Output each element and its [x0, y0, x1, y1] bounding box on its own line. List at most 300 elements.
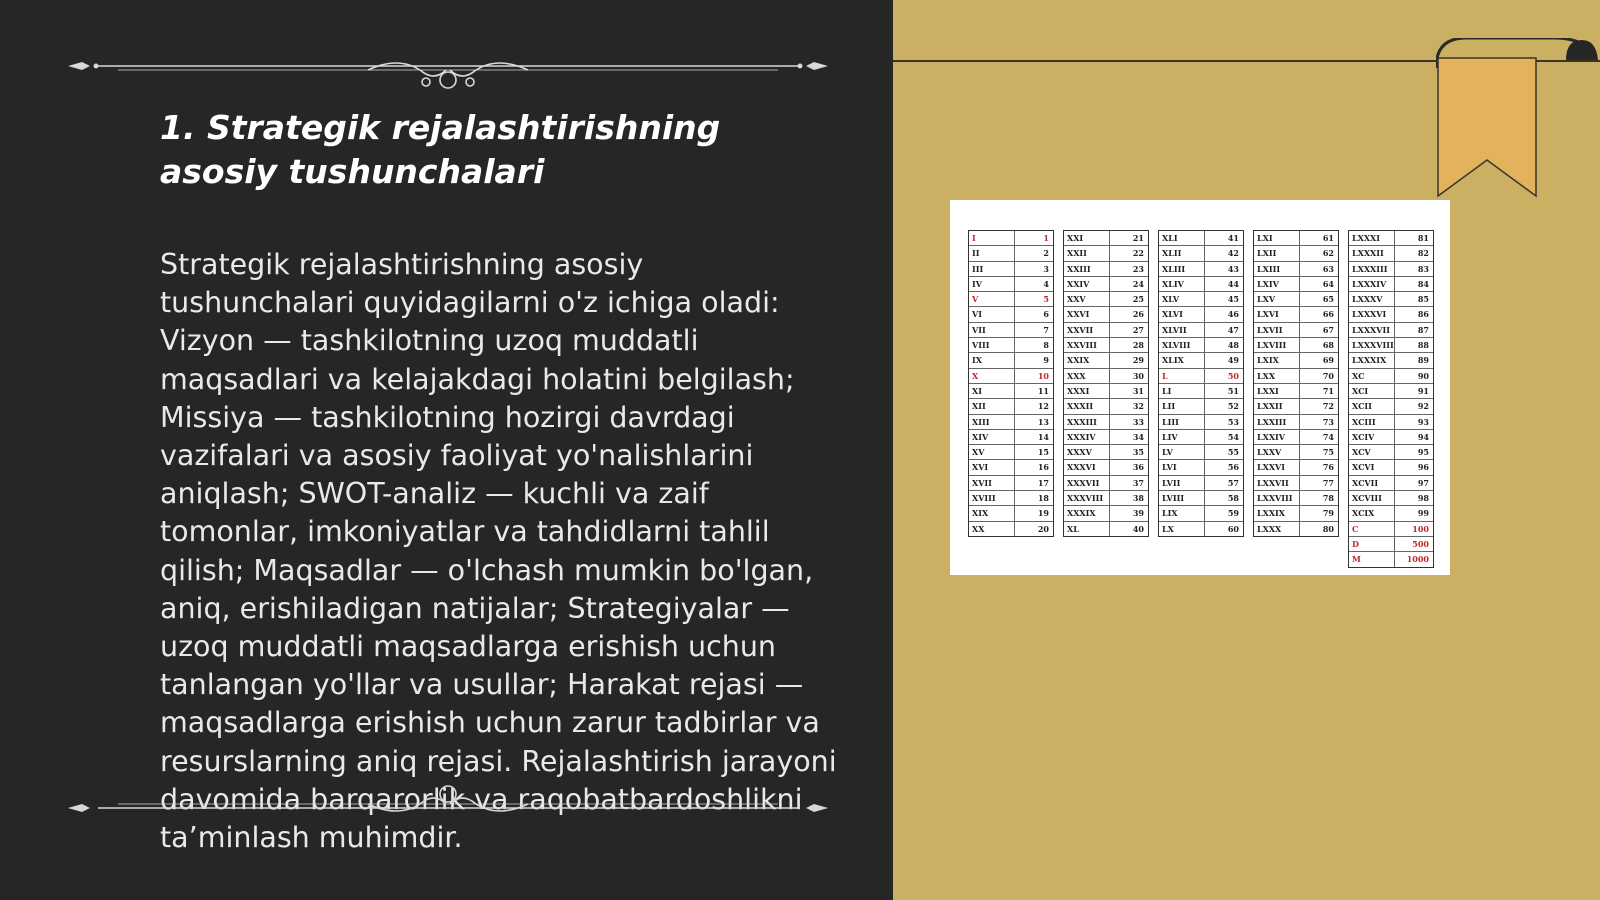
roman-table-row — [1064, 476, 1148, 491]
roman-table-row — [1349, 491, 1433, 506]
roman-numeral: XCVII — [1349, 476, 1395, 490]
roman-numeral: XXXIV — [1064, 430, 1110, 444]
roman-table-row — [1349, 537, 1433, 552]
arabic-number: 37 — [1132, 477, 1144, 488]
arabic-number: 46 — [1227, 309, 1239, 320]
roman-table-row — [1254, 384, 1338, 399]
roman-table-row — [969, 246, 1053, 261]
roman-table-row — [1349, 522, 1433, 537]
roman-numeral: XXXI — [1064, 384, 1110, 398]
roman-table-column — [968, 230, 1054, 537]
roman-numeral: XX — [969, 522, 1015, 536]
arabic-number: 92 — [1417, 401, 1429, 412]
roman-numeral: XCII — [1349, 399, 1395, 413]
roman-table-row — [1064, 262, 1148, 277]
roman-numeral: XXXIII — [1064, 415, 1110, 429]
roman-numeral: LVIII — [1159, 491, 1205, 505]
arabic-number: 44 — [1227, 278, 1239, 289]
roman-table-row — [1159, 353, 1243, 368]
roman-table-row — [969, 522, 1053, 536]
roman-numeral: LXXII — [1254, 399, 1300, 413]
roman-numeral: XLVI — [1159, 307, 1205, 321]
roman-numeral: XXII — [1064, 246, 1110, 260]
roman-numeral: IV — [969, 277, 1015, 291]
arabic-number: 100 — [1412, 523, 1429, 534]
roman-numeral: XLIII — [1159, 262, 1205, 276]
roman-table-row — [1349, 430, 1433, 445]
arabic-number: 42 — [1227, 248, 1239, 259]
roman-numeral: XXXIX — [1064, 506, 1110, 520]
arabic-number: 16 — [1037, 462, 1049, 473]
arabic-number: 12 — [1037, 401, 1049, 412]
roman-numeral: LXXIX — [1254, 506, 1300, 520]
arabic-number: 93 — [1417, 416, 1429, 427]
roman-numeral: XLIX — [1159, 353, 1205, 367]
arabic-number: 82 — [1417, 248, 1429, 259]
roman-numeral: XXVIII — [1064, 338, 1110, 352]
roman-numeral: LXIX — [1254, 353, 1300, 367]
arabic-number: 72 — [1322, 401, 1334, 412]
roman-numeral: XIX — [969, 506, 1015, 520]
roman-table-row — [1064, 307, 1148, 322]
arabic-number: 17 — [1037, 477, 1049, 488]
roman-numeral: LXXXIII — [1349, 262, 1395, 276]
roman-numeral: LXXVIII — [1254, 491, 1300, 505]
roman-table-row — [1064, 277, 1148, 292]
arabic-number: 74 — [1322, 431, 1334, 442]
roman-table-row — [969, 231, 1053, 246]
roman-table-row — [1349, 445, 1433, 460]
roman-numeral: XXXVI — [1064, 460, 1110, 474]
roman-numeral: LXXIV — [1254, 430, 1300, 444]
arabic-number: 26 — [1132, 309, 1144, 320]
roman-table-row — [969, 430, 1053, 445]
roman-table-row — [1064, 399, 1148, 414]
arabic-number: 10 — [1037, 370, 1049, 381]
roman-table-row — [1064, 460, 1148, 475]
roman-table-row — [1064, 384, 1148, 399]
roman-table-row — [1349, 415, 1433, 430]
roman-table-row — [969, 460, 1053, 475]
roman-numeral: LXVI — [1254, 307, 1300, 321]
arabic-number: 3 — [1043, 263, 1049, 274]
arabic-number: 90 — [1417, 370, 1429, 381]
bookmark-ribbon-icon — [1436, 38, 1600, 198]
arabic-number: 7 — [1043, 324, 1049, 335]
top-ornament-divider — [68, 42, 828, 92]
roman-numeral: XIII — [969, 415, 1015, 429]
roman-table-row — [1254, 415, 1338, 430]
roman-numeral: I — [969, 231, 1015, 245]
roman-table-row — [1159, 338, 1243, 353]
arabic-number: 41 — [1227, 233, 1239, 243]
roman-table-row — [1159, 292, 1243, 307]
arabic-number: 24 — [1132, 278, 1144, 289]
roman-numeral: XXIX — [1064, 353, 1110, 367]
arabic-number: 54 — [1227, 431, 1239, 442]
roman-table-row — [969, 262, 1053, 277]
roman-table-row — [1064, 415, 1148, 430]
arabic-number: 94 — [1417, 431, 1429, 442]
roman-table-row — [1064, 430, 1148, 445]
arabic-number: 51 — [1227, 385, 1239, 396]
roman-numeral: XCV — [1349, 445, 1395, 459]
arabic-number: 89 — [1417, 355, 1429, 366]
roman-table-column — [1348, 230, 1434, 568]
roman-table-row — [1254, 369, 1338, 384]
roman-numeral: LXXXV — [1349, 292, 1395, 306]
arabic-number: 27 — [1132, 324, 1144, 335]
roman-table-row — [1349, 323, 1433, 338]
roman-table-column — [1253, 230, 1339, 537]
roman-numeral: XL — [1064, 522, 1110, 536]
roman-table-row — [1349, 292, 1433, 307]
arabic-number: 53 — [1227, 416, 1239, 427]
roman-table-row — [1159, 430, 1243, 445]
roman-table-row — [1349, 307, 1433, 322]
roman-numeral: XC — [1349, 369, 1395, 383]
roman-table-row — [1064, 353, 1148, 368]
roman-table-row — [1349, 338, 1433, 353]
arabic-number: 58 — [1227, 493, 1239, 504]
roman-table-row — [1254, 506, 1338, 521]
arabic-number: 55 — [1227, 447, 1239, 458]
roman-numeral: XLIV — [1159, 277, 1205, 291]
arabic-number: 28 — [1132, 340, 1144, 351]
roman-table-row — [1349, 399, 1433, 414]
arabic-number: 79 — [1322, 508, 1334, 519]
arabic-number: 30 — [1132, 370, 1144, 381]
arabic-number: 76 — [1322, 462, 1334, 473]
roman-table-row — [969, 369, 1053, 384]
roman-numeral: XXVII — [1064, 323, 1110, 337]
roman-numeral: LXV — [1254, 292, 1300, 306]
arabic-number: 95 — [1417, 447, 1429, 458]
roman-table-row — [1159, 231, 1243, 246]
roman-numeral: LXIV — [1254, 277, 1300, 291]
roman-numeral: LXXVII — [1254, 476, 1300, 490]
roman-table-row — [1159, 369, 1243, 384]
roman-numeral: IX — [969, 353, 1015, 367]
arabic-number: 4 — [1043, 278, 1049, 289]
roman-table-row — [1159, 323, 1243, 338]
arabic-number: 5 — [1043, 294, 1049, 305]
roman-numeral: LXXXIX — [1349, 353, 1395, 367]
roman-table-row — [969, 353, 1053, 368]
slide-body-text: Strategik rejalashtirishning asosiy tushunchalari quyidagilarni o'z ichiga oladi: Vizyon — tashkilotning uzoq muddatli maqsadlari va kelajakdagi holatini belgilash; Missiya — tashkilotning hozirgi davrdagi vazifalari va asosiy faoliyat yo'nalishlarini aniqlash; SWOT-analiz — kuchli va zaif tomonlar, imkoniyatlar va tahdidlarni tahlil qilish; Maqsadlar — o'lchash mumkin bo'lgan, aniq, erishiladigan natijalar; Strategiyalar — uzoq muddatli maqsadlarga erishish uchun tanlangan yo'llar va usullar; Harakat rejasi — maqsadlarga erishish uchun zarur tadbirlar va resurslarning aniq rejasi. Rejalashtirish jarayoni davomida barqarorlik va raqobatbardoshlikni ta’minlash muhimdir. — [160, 248, 837, 855]
arabic-number: 75 — [1322, 447, 1334, 458]
arabic-number: 56 — [1227, 462, 1239, 473]
roman-numeral: XCIV — [1349, 430, 1395, 444]
roman-table-row — [1349, 506, 1433, 521]
arabic-number: 97 — [1417, 477, 1429, 488]
arabic-number: 64 — [1322, 278, 1334, 289]
roman-table-row — [1064, 338, 1148, 353]
roman-numeral: C — [1349, 522, 1395, 536]
arabic-number: 49 — [1227, 355, 1239, 366]
roman-numeral: LXX — [1254, 369, 1300, 383]
arabic-number: 40 — [1132, 523, 1144, 534]
roman-table-row — [969, 476, 1053, 491]
roman-numeral: LXVII — [1254, 323, 1300, 337]
arabic-number: 99 — [1417, 508, 1429, 519]
roman-table-row — [1349, 231, 1433, 246]
roman-table-row — [1159, 460, 1243, 475]
arabic-number: 61 — [1322, 233, 1334, 243]
arabic-number: 19 — [1037, 508, 1049, 519]
arabic-number: 29 — [1132, 355, 1144, 366]
roman-numeral: XCIII — [1349, 415, 1395, 429]
arabic-number: 52 — [1227, 401, 1239, 412]
arabic-number: 69 — [1322, 355, 1334, 366]
roman-table-row — [1159, 399, 1243, 414]
roman-numeral: XI — [969, 384, 1015, 398]
arabic-number: 32 — [1132, 401, 1144, 412]
arabic-number: 13 — [1037, 416, 1049, 427]
arabic-number: 34 — [1132, 431, 1144, 442]
roman-numeral: LXII — [1254, 246, 1300, 260]
arabic-number: 57 — [1227, 477, 1239, 488]
arabic-number: 6 — [1043, 309, 1049, 320]
roman-numeral: XLV — [1159, 292, 1205, 306]
roman-table-row — [1254, 307, 1338, 322]
roman-numeral: XXXVIII — [1064, 491, 1110, 505]
roman-table-row — [1064, 445, 1148, 460]
arabic-number: 67 — [1322, 324, 1334, 335]
roman-table-row — [1254, 476, 1338, 491]
roman-numeral: XLVII — [1159, 323, 1205, 337]
roman-table-row — [1159, 445, 1243, 460]
slide-title: 1. Strategik rejalashtirishning asosiy tushunchalari — [160, 108, 721, 191]
roman-numeral: XXXII — [1064, 399, 1110, 413]
roman-table-row — [1159, 384, 1243, 399]
arabic-number: 8 — [1043, 340, 1049, 351]
roman-table-row — [1349, 262, 1433, 277]
roman-numeral: LXXI — [1254, 384, 1300, 398]
arabic-number: 22 — [1132, 248, 1144, 259]
roman-numeral: XV — [969, 445, 1015, 459]
arabic-number: 48 — [1227, 340, 1239, 351]
roman-numeral: X — [969, 369, 1015, 383]
roman-table-row — [1159, 246, 1243, 261]
roman-table-row — [1064, 246, 1148, 261]
arabic-number: 31 — [1132, 385, 1144, 396]
arabic-number: 83 — [1417, 263, 1429, 274]
roman-numeral: VI — [969, 307, 1015, 321]
roman-numeral: LXXXVIII — [1349, 338, 1395, 352]
arabic-number: 88 — [1417, 340, 1429, 351]
roman-table-row — [1254, 338, 1338, 353]
roman-table-row — [1159, 262, 1243, 277]
roman-numeral: LXXX — [1254, 522, 1300, 536]
arabic-number: 70 — [1322, 370, 1334, 381]
roman-numeral: V — [969, 292, 1015, 306]
roman-numeral: XXVI — [1064, 307, 1110, 321]
roman-table-row — [969, 307, 1053, 322]
roman-table-row — [1254, 323, 1338, 338]
roman-numeral: XCVI — [1349, 460, 1395, 474]
arabic-number: 9 — [1043, 355, 1049, 366]
arabic-number: 65 — [1322, 294, 1334, 305]
roman-numeral: LVII — [1159, 476, 1205, 490]
arabic-number: 1000 — [1406, 554, 1429, 565]
roman-numeral: LXXV — [1254, 445, 1300, 459]
roman-table-row — [1159, 307, 1243, 322]
roman-table-row — [969, 491, 1053, 506]
roman-numeral: LXXXI — [1349, 231, 1395, 245]
roman-numeral: XVI — [969, 460, 1015, 474]
arabic-number: 20 — [1037, 523, 1049, 534]
roman-numeral: LII — [1159, 399, 1205, 413]
bottom-ornament-divider — [68, 782, 828, 832]
arabic-number: 23 — [1132, 263, 1144, 274]
roman-table-row — [969, 384, 1053, 399]
arabic-number: 80 — [1322, 523, 1334, 534]
roman-table-row — [1349, 460, 1433, 475]
roman-table-row — [1254, 460, 1338, 475]
roman-numeral: VIII — [969, 338, 1015, 352]
roman-numeral: LXXXIV — [1349, 277, 1395, 291]
arabic-number: 73 — [1322, 416, 1334, 427]
roman-table-row — [969, 445, 1053, 460]
arabic-number: 21 — [1132, 233, 1144, 243]
arabic-number: 39 — [1132, 508, 1144, 519]
roman-numeral: III — [969, 262, 1015, 276]
arabic-number: 62 — [1322, 248, 1334, 259]
arabic-number: 77 — [1322, 477, 1334, 488]
roman-numeral: XCI — [1349, 384, 1395, 398]
arabic-number: 84 — [1417, 278, 1429, 289]
roman-numeral: II — [969, 246, 1015, 260]
arabic-number: 18 — [1037, 493, 1049, 504]
arabic-number: 63 — [1322, 263, 1334, 274]
arabic-number: 36 — [1132, 462, 1144, 473]
roman-table-row — [1064, 231, 1148, 246]
roman-table-row — [1349, 384, 1433, 399]
roman-table-row — [1349, 552, 1433, 566]
arabic-number: 87 — [1417, 324, 1429, 335]
roman-table-row — [1159, 506, 1243, 521]
roman-table-row — [1254, 262, 1338, 277]
roman-numeral: XLVIII — [1159, 338, 1205, 352]
roman-numeral: VII — [969, 323, 1015, 337]
arabic-number: 96 — [1417, 462, 1429, 473]
roman-table-row — [1254, 491, 1338, 506]
arabic-number: 33 — [1132, 416, 1144, 427]
arabic-number: 91 — [1417, 385, 1429, 396]
roman-table-row — [1064, 292, 1148, 307]
roman-numeral: XVIII — [969, 491, 1015, 505]
roman-numeral: LXIII — [1254, 262, 1300, 276]
roman-numeral: XVII — [969, 476, 1015, 490]
roman-table-row — [1159, 522, 1243, 536]
roman-table-row — [1159, 277, 1243, 292]
roman-numeral: LXVIII — [1254, 338, 1300, 352]
roman-numeral: LXXVI — [1254, 460, 1300, 474]
roman-numeral: LV — [1159, 445, 1205, 459]
arabic-number: 47 — [1227, 324, 1239, 335]
roman-numeral: D — [1349, 537, 1395, 551]
roman-numeral: LIV — [1159, 430, 1205, 444]
roman-numeral: LVI — [1159, 460, 1205, 474]
arabic-number: 86 — [1417, 309, 1429, 320]
roman-numeral: XII — [969, 399, 1015, 413]
roman-table-row — [1254, 445, 1338, 460]
roman-numeral: XXXV — [1064, 445, 1110, 459]
arabic-number: 78 — [1322, 493, 1334, 504]
roman-table-row — [1064, 323, 1148, 338]
roman-table-row — [1349, 476, 1433, 491]
roman-numeral: XXXVII — [1064, 476, 1110, 490]
roman-numeral: L — [1159, 369, 1205, 383]
roman-numeral: XXIV — [1064, 277, 1110, 291]
roman-table-row — [1349, 353, 1433, 368]
roman-table-row — [1349, 277, 1433, 292]
roman-numeral: XXIII — [1064, 262, 1110, 276]
arabic-number: 500 — [1412, 538, 1429, 549]
roman-table-row — [969, 415, 1053, 430]
roman-table-row — [1254, 292, 1338, 307]
arabic-number: 25 — [1132, 294, 1144, 305]
roman-table-row — [1064, 369, 1148, 384]
roman-table-row — [1254, 277, 1338, 292]
arabic-number: 14 — [1037, 431, 1049, 442]
arabic-number: 11 — [1037, 385, 1049, 396]
roman-table-row — [1254, 231, 1338, 246]
arabic-number: 71 — [1322, 385, 1334, 396]
roman-numeral: LXXIII — [1254, 415, 1300, 429]
roman-numeral: XCVIII — [1349, 491, 1395, 505]
roman-table-row — [1159, 491, 1243, 506]
roman-numeral: XIV — [969, 430, 1015, 444]
arabic-number: 38 — [1132, 493, 1144, 504]
roman-table-row — [1064, 506, 1148, 521]
roman-numeral: LIII — [1159, 415, 1205, 429]
arabic-number: 50 — [1227, 370, 1239, 381]
roman-table-row — [1349, 246, 1433, 261]
roman-table-column — [1158, 230, 1244, 537]
roman-numeral: XCIX — [1349, 506, 1395, 520]
roman-table-row — [969, 277, 1053, 292]
roman-table-row — [1159, 476, 1243, 491]
roman-numeral: XLI — [1159, 231, 1205, 245]
roman-numeral: LXI — [1254, 231, 1300, 245]
roman-table-row — [969, 292, 1053, 307]
roman-table-row — [969, 323, 1053, 338]
roman-table-row — [969, 338, 1053, 353]
roman-table-row — [1064, 522, 1148, 536]
roman-table-row — [1159, 415, 1243, 430]
roman-numeral: LX — [1159, 522, 1205, 536]
roman-numeral: XLII — [1159, 246, 1205, 260]
roman-numeral: M — [1349, 552, 1395, 566]
arabic-number: 68 — [1322, 340, 1334, 351]
arabic-number: 59 — [1227, 508, 1239, 519]
arabic-number: 43 — [1227, 263, 1239, 274]
roman-table-row — [1064, 491, 1148, 506]
arabic-number: 35 — [1132, 447, 1144, 458]
arabic-number: 1 — [1043, 233, 1049, 243]
roman-numeral: LI — [1159, 384, 1205, 398]
roman-table-row — [1349, 369, 1433, 384]
arabic-number: 81 — [1417, 233, 1429, 243]
roman-numeral: LXXXVII — [1349, 323, 1395, 337]
arabic-number: 98 — [1417, 493, 1429, 504]
roman-numeral: LXXXVI — [1349, 307, 1395, 321]
roman-numeral: XXX — [1064, 369, 1110, 383]
roman-table-row — [969, 399, 1053, 414]
arabic-number: 45 — [1227, 294, 1239, 305]
